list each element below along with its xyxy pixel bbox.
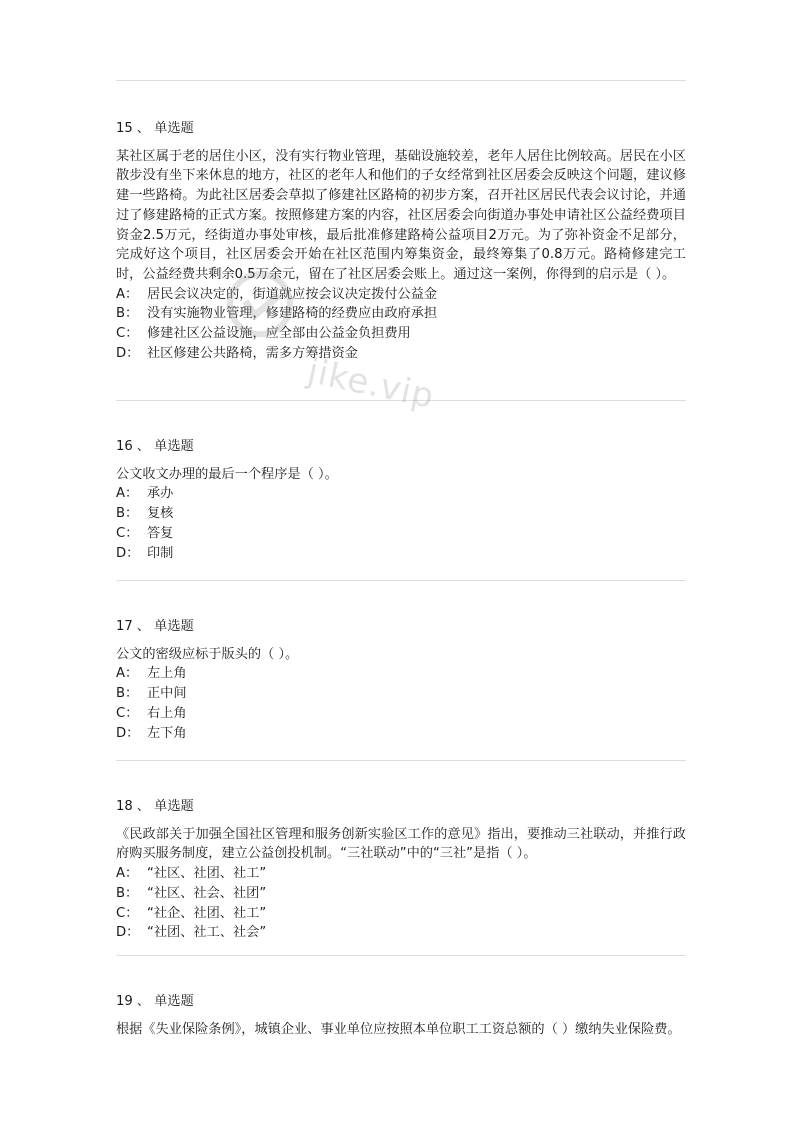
option-c[interactable] [116, 904, 686, 924]
option-d[interactable] [116, 544, 686, 564]
question-number: 19 [116, 994, 133, 1009]
option-text: “社区、社团、社工” [147, 866, 267, 882]
question-header [116, 437, 686, 457]
option-letter: B： [116, 506, 139, 522]
question-number: 15 [116, 121, 133, 136]
option-text: 居民会议决定的，街道就应按会议决定拨付公益金 [147, 286, 438, 302]
option-text: 没有实施物业管理，修建路椅的经费应由政府承担 [147, 306, 438, 322]
option-text: 印制 [147, 545, 174, 561]
option-letter: B： [116, 885, 139, 901]
option-letter: A： [116, 666, 139, 682]
divider [116, 580, 686, 581]
question-type: 单选题 [154, 619, 194, 634]
option-text: 复核 [147, 506, 174, 522]
option-text: 正中间 [147, 686, 187, 702]
option-letter: C： [116, 326, 139, 342]
option-c[interactable] [116, 324, 686, 344]
option-letter: D： [116, 345, 140, 361]
option-letter: C： [116, 705, 139, 721]
option-letter: B： [116, 306, 139, 322]
option-b[interactable] [116, 304, 686, 324]
option-a[interactable] [116, 864, 686, 884]
option-text: 社区修建公共路椅，需多方筹措资金 [147, 345, 358, 361]
option-d[interactable] [116, 923, 686, 943]
question-19 [116, 992, 686, 1039]
question-number: 18 [116, 799, 133, 814]
option-letter: D： [116, 545, 140, 561]
option-b[interactable] [116, 504, 686, 524]
divider [116, 400, 686, 401]
option-a[interactable] [116, 664, 686, 684]
question-type: 单选题 [154, 439, 194, 454]
option-d[interactable] [116, 724, 686, 744]
option-letter: A： [116, 866, 139, 882]
question-separator: 、 [136, 619, 150, 634]
question-16 [116, 437, 686, 563]
option-letter: A： [116, 286, 139, 302]
divider [116, 955, 686, 956]
question-stem: 《民政部关于加强全国社区管理和服务创新实验区工作的意见》指出，要推动三社联动，并推行政府购买服务制度，建立公益创投机制。“三社联动”中的“三社”是指（ ）。 [116, 826, 686, 862]
question-number: 16 [116, 439, 133, 454]
option-a[interactable] [116, 484, 686, 504]
question-type: 单选题 [154, 994, 194, 1009]
question-17 [116, 617, 686, 743]
option-text: “社区、社会、社团” [147, 885, 267, 901]
question-stem: 公文的密级应标于版头的（ ）。 [116, 646, 299, 662]
option-text: 答复 [147, 525, 174, 541]
option-c[interactable] [116, 524, 686, 544]
option-letter: A： [116, 486, 139, 502]
option-d[interactable] [116, 344, 686, 364]
question-type: 单选题 [154, 799, 194, 814]
question-header [116, 617, 686, 637]
question-separator: 、 [136, 439, 150, 454]
option-text: 右上角 [147, 705, 187, 721]
option-b[interactable] [116, 684, 686, 704]
option-letter: C： [116, 905, 139, 921]
option-a[interactable] [116, 285, 686, 305]
watermark-text: jike.vip [304, 351, 438, 417]
option-letter: D： [116, 925, 140, 941]
option-letter: D： [116, 725, 140, 741]
question-header [116, 119, 686, 139]
question-stem: 根据《失业保险条例》，城镇企业、事业单位应按照本单位职工工资总额的（ ）缴纳失业保险费。 [116, 1021, 681, 1037]
question-separator: 、 [136, 121, 150, 136]
divider [116, 760, 686, 761]
option-text: 左下角 [147, 725, 187, 741]
option-c[interactable] [116, 704, 686, 724]
question-separator: 、 [136, 799, 150, 814]
question-header [116, 797, 686, 817]
question-15 [116, 119, 686, 363]
question-number: 17 [116, 619, 133, 634]
option-letter: C： [116, 525, 139, 541]
option-letter: B： [116, 686, 139, 702]
option-text: “社企、社团、社工” [147, 905, 267, 921]
question-18 [116, 797, 686, 943]
question-stem: 某社区属于老的居住小区，没有实行物业管理，基础设施较差，老年人居住比例较高。居民在小区散步没有坐下来休息的地方，社区的老年人和他们的子女经常到社区居委会反映这个问题，建议修建一些路椅。为此社区居委会草拟了修建社区路椅的初步方案，召开社区居民代表会议讨论，并通过了修建路椅的正式方案。按照修建方案的内容，社区居委会向街道办事处申请社区公益经费项目资金2.5万元，经街道办事处审核，最后批准修建路椅公益项目2万元。为了弥补资金不足部分，完成好这个项目，社区居委会开始在社区范围内筹集资金，最终筹集了0.8万元。路椅修建完工时，公益经费共剩余0.5万余元，留在了社区居委会账上。通过这一案例，你得到的启示是（ ）。 [116, 148, 686, 282]
question-header [116, 992, 686, 1012]
option-text: 修建社区公益设施，应全部由公益金负担费用 [147, 326, 411, 342]
option-b[interactable] [116, 884, 686, 904]
divider [116, 80, 686, 81]
option-text: 左上角 [147, 666, 187, 682]
question-type: 单选题 [154, 121, 194, 136]
question-separator: 、 [136, 994, 150, 1009]
option-text: 承办 [147, 486, 174, 502]
question-stem: 公文收文办理的最后一个程序是（ ）。 [116, 466, 338, 482]
option-text: “社团、社工、社会” [147, 925, 267, 941]
